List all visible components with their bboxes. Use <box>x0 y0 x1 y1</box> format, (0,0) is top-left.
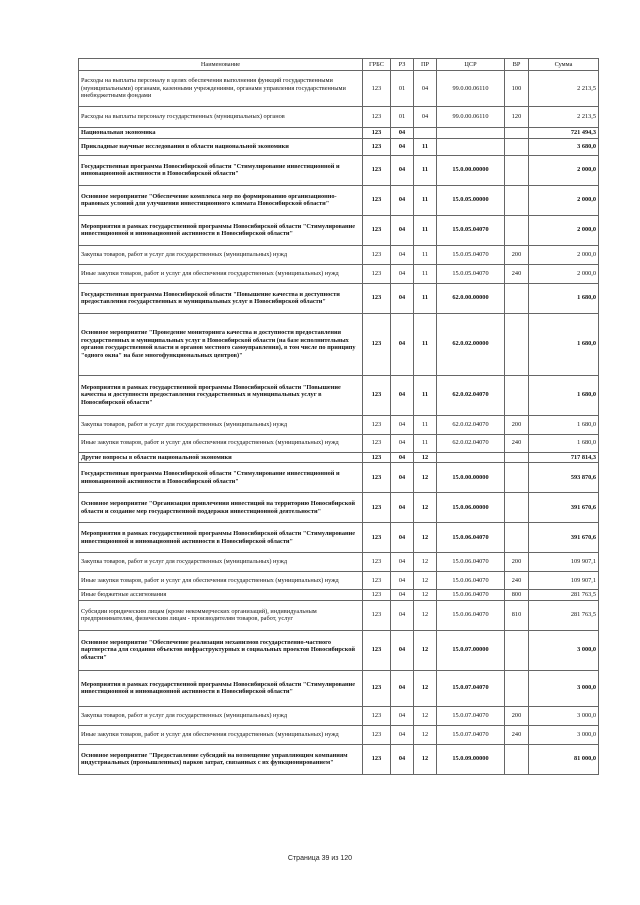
cell-vr <box>505 155 529 185</box>
table-row <box>79 706 599 725</box>
table-row <box>79 215 599 245</box>
table-row <box>79 415 599 434</box>
cell-name: Закупка товаров, работ и услуг для государственных (муниципальных) нужд <box>79 553 363 572</box>
cell-rz: 04 <box>391 264 414 283</box>
header-grbs: ГРБС <box>363 59 391 71</box>
table-row <box>79 463 599 493</box>
header-csr: ЦСР <box>437 59 505 71</box>
cell-pr: 04 <box>414 107 437 128</box>
table-row <box>79 107 599 128</box>
cell-csr: 15.0.05.00000 <box>437 185 505 215</box>
cell-sum: 2 000,0 <box>529 264 599 283</box>
cell-grbs: 123 <box>363 415 391 434</box>
cell-grbs: 123 <box>363 313 391 375</box>
table-row <box>79 670 599 706</box>
cell-grbs: 123 <box>363 706 391 725</box>
cell-vr <box>505 128 529 139</box>
cell-sum: 2 213,5 <box>529 107 599 128</box>
cell-vr <box>505 744 529 774</box>
table-row <box>79 128 599 139</box>
cell-sum: 3 000,0 <box>529 706 599 725</box>
cell-sum: 3 000,0 <box>529 725 599 744</box>
cell-name: Закупка товаров, работ и услуг для государственных (муниципальных) нужд <box>79 706 363 725</box>
cell-name: Основное мероприятие "Проведение мониторинга качества и доступности предоставления государственных и муниципальных услуг в Новосибирской области (на базе исполнительных органов государственной власти и органов местного самоуправления), в том числе по принципу "одного окна" на базе многофункциональных центров)" <box>79 313 363 375</box>
cell-rz: 04 <box>391 463 414 493</box>
cell-sum: 81 000,0 <box>529 744 599 774</box>
cell-sum: 1 680,0 <box>529 313 599 375</box>
cell-pr: 11 <box>414 185 437 215</box>
cell-rz: 04 <box>391 283 414 313</box>
cell-rz: 04 <box>391 215 414 245</box>
cell-csr: 15.0.05.04070 <box>437 245 505 264</box>
cell-vr: 240 <box>505 434 529 452</box>
header-sum: Сумма <box>529 59 599 71</box>
cell-rz: 04 <box>391 744 414 774</box>
cell-name: Расходы на выплаты персоналу государственных (муниципальных) органов <box>79 107 363 128</box>
cell-sum: 2 000,0 <box>529 155 599 185</box>
cell-csr: 15.0.06.04070 <box>437 600 505 630</box>
cell-name: Мероприятия в рамках государственной программы Новосибирской области "Стимулирование инвестиционной и инновационной активности в Новосибирской области" <box>79 215 363 245</box>
cell-name: Иные закупки товаров, работ и услуг для обеспечения государственных (муниципальных) нужд <box>79 572 363 590</box>
cell-rz: 01 <box>391 71 414 107</box>
cell-vr: 120 <box>505 107 529 128</box>
cell-vr <box>505 283 529 313</box>
cell-rz: 04 <box>391 572 414 590</box>
cell-grbs: 123 <box>363 572 391 590</box>
cell-rz: 04 <box>391 493 414 523</box>
cell-sum: 1 680,0 <box>529 283 599 313</box>
cell-pr: 04 <box>414 71 437 107</box>
cell-vr <box>505 215 529 245</box>
cell-pr: 12 <box>414 600 437 630</box>
cell-vr <box>505 138 529 155</box>
table-row <box>79 523 599 553</box>
cell-sum: 2 000,0 <box>529 185 599 215</box>
cell-name: Прикладные научные исследования в области национальной экономики <box>79 138 363 155</box>
cell-csr: 15.0.06.04070 <box>437 553 505 572</box>
cell-vr <box>505 493 529 523</box>
cell-pr: 11 <box>414 215 437 245</box>
table-row <box>79 600 599 630</box>
cell-vr: 240 <box>505 264 529 283</box>
cell-rz: 04 <box>391 670 414 706</box>
table-row <box>79 185 599 215</box>
cell-sum: 109 907,1 <box>529 572 599 590</box>
cell-name: Мероприятия в рамках государственной программы Новосибирской области "Повышение качества и доступности предоставления государственных и муниципальных услуг в Новосибирской области" <box>79 375 363 415</box>
cell-pr: 12 <box>414 493 437 523</box>
cell-csr <box>437 128 505 139</box>
cell-name: Государственная программа Новосибирской области "Стимулирование инвестиционной и инновационной активности в Новосибирской области" <box>79 155 363 185</box>
cell-vr: 200 <box>505 415 529 434</box>
cell-vr <box>505 523 529 553</box>
cell-pr: 11 <box>414 264 437 283</box>
cell-rz: 04 <box>391 128 414 139</box>
cell-name: Национальная экономика <box>79 128 363 139</box>
cell-vr: 800 <box>505 590 529 601</box>
cell-grbs: 123 <box>363 138 391 155</box>
cell-grbs: 123 <box>363 630 391 670</box>
cell-rz: 04 <box>391 523 414 553</box>
cell-csr: 15.0.06.04070 <box>437 590 505 601</box>
cell-name: Мероприятия в рамках государственной программы Новосибирской области "Стимулирование инвестиционной и инновационной активности в Новосибирской области" <box>79 670 363 706</box>
cell-grbs: 123 <box>363 185 391 215</box>
cell-pr: 12 <box>414 452 437 463</box>
cell-name: Закупка товаров, работ и услуг для государственных (муниципальных) нужд <box>79 245 363 264</box>
cell-grbs: 123 <box>363 452 391 463</box>
table-row <box>79 553 599 572</box>
cell-csr: 15.0.07.00000 <box>437 630 505 670</box>
table-row <box>79 375 599 415</box>
cell-csr: 15.0.05.04070 <box>437 264 505 283</box>
cell-sum: 3 680,0 <box>529 138 599 155</box>
cell-vr <box>505 452 529 463</box>
cell-csr: 62.0.02.00000 <box>437 313 505 375</box>
cell-name: Мероприятия в рамках государственной программы Новосибирской области "Стимулирование инвестиционной и инновационной активности в Новосибирской области" <box>79 523 363 553</box>
cell-csr: 15.0.07.04070 <box>437 670 505 706</box>
cell-pr: 12 <box>414 463 437 493</box>
cell-sum: 391 670,6 <box>529 523 599 553</box>
cell-grbs: 123 <box>363 434 391 452</box>
cell-grbs: 123 <box>363 155 391 185</box>
cell-grbs: 123 <box>363 590 391 601</box>
cell-rz: 04 <box>391 590 414 601</box>
header-rz: РЗ <box>391 59 414 71</box>
cell-grbs: 123 <box>363 264 391 283</box>
cell-pr: 11 <box>414 415 437 434</box>
cell-csr: 62.0.02.04070 <box>437 415 505 434</box>
cell-rz: 04 <box>391 313 414 375</box>
cell-pr <box>414 128 437 139</box>
cell-name: Иные закупки товаров, работ и услуг для обеспечения государственных (муниципальных) нужд <box>79 725 363 744</box>
cell-pr: 12 <box>414 523 437 553</box>
cell-vr: 240 <box>505 725 529 744</box>
cell-vr <box>505 375 529 415</box>
cell-grbs: 123 <box>363 215 391 245</box>
cell-rz: 04 <box>391 553 414 572</box>
cell-vr: 810 <box>505 600 529 630</box>
cell-name: Государственная программа Новосибирской области "Стимулирование инвестиционной и инновационной активности в Новосибирской области" <box>79 463 363 493</box>
cell-csr: 15.0.09.00000 <box>437 744 505 774</box>
table-row <box>79 572 599 590</box>
cell-vr <box>505 463 529 493</box>
table-row <box>79 725 599 744</box>
table-header-row <box>79 59 599 71</box>
cell-pr: 11 <box>414 434 437 452</box>
cell-pr: 11 <box>414 375 437 415</box>
cell-name: Иные бюджетные ассигнования <box>79 590 363 601</box>
cell-sum: 2 000,0 <box>529 215 599 245</box>
cell-pr: 12 <box>414 706 437 725</box>
cell-name: Основное мероприятие "Предоставление субсидий на возмещение управляющим компаниям индустриальных (промышленных) парков затрат, связанных с их функционированием" <box>79 744 363 774</box>
cell-sum: 2 213,5 <box>529 71 599 107</box>
cell-rz: 04 <box>391 185 414 215</box>
table-row <box>79 138 599 155</box>
cell-sum: 593 870,6 <box>529 463 599 493</box>
cell-sum: 281 763,5 <box>529 590 599 601</box>
cell-rz: 04 <box>391 452 414 463</box>
table-row <box>79 155 599 185</box>
cell-rz: 04 <box>391 725 414 744</box>
cell-sum: 391 670,6 <box>529 493 599 523</box>
cell-csr <box>437 138 505 155</box>
cell-csr: 62.0.02.04070 <box>437 434 505 452</box>
table-row <box>79 245 599 264</box>
cell-grbs: 123 <box>363 71 391 107</box>
cell-pr: 12 <box>414 553 437 572</box>
cell-csr: 15.0.06.00000 <box>437 493 505 523</box>
cell-csr: 15.0.00.00000 <box>437 463 505 493</box>
table-row <box>79 452 599 463</box>
cell-csr: 62.0.02.04070 <box>437 375 505 415</box>
cell-name: Субсидии юридическим лицам (кроме некоммерческих организаций), индивидуальным предпринимателям, физическим лицам - производителям товаров, работ, услуг <box>79 600 363 630</box>
cell-csr: 15.0.07.04070 <box>437 706 505 725</box>
cell-grbs: 123 <box>363 493 391 523</box>
cell-grbs: 123 <box>363 553 391 572</box>
table-row <box>79 71 599 107</box>
cell-csr: 15.0.05.04070 <box>437 215 505 245</box>
cell-vr: 200 <box>505 706 529 725</box>
cell-sum: 1 680,0 <box>529 434 599 452</box>
header-pr: ПР <box>414 59 437 71</box>
cell-grbs: 123 <box>363 463 391 493</box>
cell-grbs: 123 <box>363 128 391 139</box>
header-vr: ВР <box>505 59 529 71</box>
cell-csr: 15.0.07.04070 <box>437 725 505 744</box>
cell-name: Основное мероприятие "Обеспечение реализации механизмов государственно-частного партнерства для создания объектов инфраструктурных и социальных проектов Новосибирской области" <box>79 630 363 670</box>
cell-grbs: 123 <box>363 375 391 415</box>
cell-rz: 04 <box>391 138 414 155</box>
cell-csr <box>437 452 505 463</box>
cell-sum: 3 000,0 <box>529 670 599 706</box>
header-name: Наименование <box>79 59 363 71</box>
cell-vr: 240 <box>505 572 529 590</box>
cell-vr <box>505 670 529 706</box>
cell-csr: 99.0.00.06110 <box>437 71 505 107</box>
cell-rz: 04 <box>391 706 414 725</box>
cell-sum: 3 000,0 <box>529 630 599 670</box>
cell-rz: 01 <box>391 107 414 128</box>
cell-rz: 04 <box>391 375 414 415</box>
cell-csr: 99.0.00.06110 <box>437 107 505 128</box>
cell-sum: 281 763,5 <box>529 600 599 630</box>
cell-pr: 12 <box>414 670 437 706</box>
cell-rz: 04 <box>391 245 414 264</box>
table-row <box>79 434 599 452</box>
cell-name: Закупка товаров, работ и услуг для государственных (муниципальных) нужд <box>79 415 363 434</box>
cell-grbs: 123 <box>363 245 391 264</box>
cell-sum: 2 000,0 <box>529 245 599 264</box>
cell-csr: 15.0.06.04070 <box>437 523 505 553</box>
cell-pr: 11 <box>414 245 437 264</box>
cell-csr: 62.0.00.00000 <box>437 283 505 313</box>
cell-vr: 100 <box>505 71 529 107</box>
cell-csr: 15.0.06.04070 <box>437 572 505 590</box>
cell-name: Расходы на выплаты персоналу в целях обеспечения выполнения функций государственными (муниципальными) органами, казенными учреждениями, органами управления государственными внебюджетными фондами <box>79 71 363 107</box>
cell-pr: 11 <box>414 155 437 185</box>
table-row <box>79 493 599 523</box>
cell-pr: 12 <box>414 725 437 744</box>
table-row <box>79 630 599 670</box>
cell-grbs: 123 <box>363 107 391 128</box>
cell-grbs: 123 <box>363 600 391 630</box>
table-row <box>79 283 599 313</box>
cell-pr: 12 <box>414 630 437 670</box>
cell-grbs: 123 <box>363 523 391 553</box>
cell-rz: 04 <box>391 155 414 185</box>
budget-table <box>78 58 599 775</box>
table-row <box>79 313 599 375</box>
table-row <box>79 264 599 283</box>
cell-rz: 04 <box>391 415 414 434</box>
cell-pr: 11 <box>414 283 437 313</box>
budget-table-sheet <box>78 58 598 775</box>
cell-pr: 11 <box>414 138 437 155</box>
cell-vr: 200 <box>505 553 529 572</box>
cell-vr: 200 <box>505 245 529 264</box>
cell-sum: 717 814,3 <box>529 452 599 463</box>
cell-rz: 04 <box>391 630 414 670</box>
cell-name: Иные закупки товаров, работ и услуг для обеспечения государственных (муниципальных) нужд <box>79 434 363 452</box>
cell-grbs: 123 <box>363 670 391 706</box>
cell-grbs: 123 <box>363 283 391 313</box>
cell-vr <box>505 185 529 215</box>
cell-name: Основное мероприятие "Организация привлечения инвестиций на территорию Новосибирской области и создание мер государственной поддержки инвестиционной деятельности" <box>79 493 363 523</box>
cell-pr: 11 <box>414 313 437 375</box>
cell-sum: 109 907,1 <box>529 553 599 572</box>
cell-name: Другие вопросы в области национальной экономики <box>79 452 363 463</box>
cell-sum: 1 680,0 <box>529 375 599 415</box>
cell-pr: 12 <box>414 744 437 774</box>
cell-grbs: 123 <box>363 725 391 744</box>
cell-vr <box>505 630 529 670</box>
page-footer: Страница 39 из 120 <box>287 855 353 862</box>
cell-sum: 721 494,3 <box>529 128 599 139</box>
cell-pr: 12 <box>414 590 437 601</box>
table-row <box>79 744 599 774</box>
table-body <box>79 71 599 775</box>
cell-csr: 15.0.00.00000 <box>437 155 505 185</box>
cell-sum: 1 680,0 <box>529 415 599 434</box>
table-row <box>79 590 599 601</box>
cell-vr <box>505 313 529 375</box>
cell-pr: 12 <box>414 572 437 590</box>
cell-rz: 04 <box>391 600 414 630</box>
cell-name: Иные закупки товаров, работ и услуг для обеспечения государственных (муниципальных) нужд <box>79 264 363 283</box>
cell-grbs: 123 <box>363 744 391 774</box>
cell-name: Основное мероприятие "Обеспечение комплекса мер по формированию организационно-правовых условий для улучшения инвестиционного климата Новосибирской области" <box>79 185 363 215</box>
cell-name: Государственная программа Новосибирской области "Повышение качества и доступности предоставления государственных и муниципальных услуг в Новосибирской области" <box>79 283 363 313</box>
cell-rz: 04 <box>391 434 414 452</box>
